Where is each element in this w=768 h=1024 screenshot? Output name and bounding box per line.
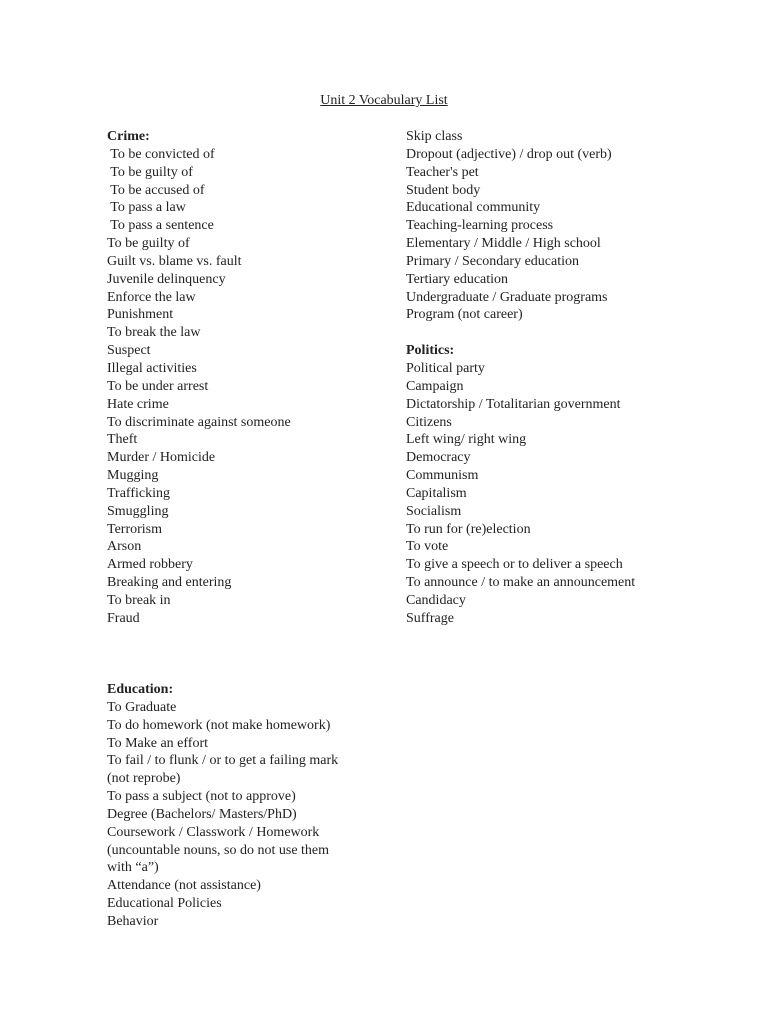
crime-term: Smuggling xyxy=(107,503,169,519)
crime-term: Punishment xyxy=(107,307,174,323)
crime-heading: Crime: xyxy=(107,129,150,144)
education-term: with “a”) xyxy=(107,860,159,876)
education-term: Coursework / Classwork / Homework xyxy=(107,824,320,840)
crime-term: Theft xyxy=(107,432,138,448)
education-term: Attendance (not assistance) xyxy=(107,878,261,894)
crime-term: Fraud xyxy=(107,610,140,626)
education-term: Primary / Secondary education xyxy=(406,253,580,269)
crime-section xyxy=(107,128,397,628)
politics-list xyxy=(406,360,746,628)
crime-term: To be guilty of xyxy=(107,164,193,180)
crime-list xyxy=(107,146,397,628)
crime-term: Trafficking xyxy=(107,485,170,501)
crime-term: Juvenile delinquency xyxy=(107,271,226,287)
education-list xyxy=(107,699,397,931)
education-term: Dropout (adjective) / drop out (verb) xyxy=(406,146,612,162)
crime-term: To pass a law xyxy=(107,200,186,216)
education-term: Degree (Bachelors/ Masters/PhD) xyxy=(107,806,297,822)
education-term: Elementary / Middle / High school xyxy=(406,236,601,252)
education-term: Undergraduate / Graduate programs xyxy=(406,289,608,305)
politics-term: Dictatorship / Totalitarian government xyxy=(406,396,621,412)
politics-heading: Politics: xyxy=(406,343,455,359)
section-gap xyxy=(406,324,746,342)
crime-term: To be guilty of xyxy=(107,236,190,252)
crime-term: To break the law xyxy=(107,325,201,341)
education-term: Tertiary education xyxy=(406,271,509,287)
education-term: To pass a subject (not to approve) xyxy=(107,789,296,805)
politics-term: Campaign xyxy=(406,378,464,394)
politics-term: Socialism xyxy=(406,503,462,519)
education-term: To fail / to flunk / or to get a failing mark xyxy=(107,753,339,769)
politics-term: Capitalism xyxy=(406,485,467,501)
crime-term: Arson xyxy=(107,539,142,555)
politics-term: Citizens xyxy=(406,414,452,430)
crime-term: Breaking and entering xyxy=(107,575,232,591)
education-heading: Education: xyxy=(107,682,174,697)
education-term: Educational community xyxy=(406,200,541,216)
politics-term: Communism xyxy=(406,468,479,484)
crime-term: To pass a sentence xyxy=(107,218,214,234)
education-term: (not reprobe) xyxy=(107,771,181,787)
politics-term: Candidacy xyxy=(406,592,466,608)
crime-term: Armed robbery xyxy=(107,557,193,573)
crime-term: Terrorism xyxy=(107,521,163,537)
right-column xyxy=(406,128,746,628)
crime-term: To be accused of xyxy=(107,182,205,198)
politics-term: Suffrage xyxy=(406,610,454,626)
politics-term: To give a speech or to deliver a speech xyxy=(406,557,623,573)
education-term: Skip class xyxy=(406,129,463,144)
education-term: Program (not career) xyxy=(406,307,523,323)
education-section xyxy=(107,681,397,931)
crime-term: Illegal activities xyxy=(107,360,197,376)
education-term: Behavior xyxy=(107,913,159,929)
politics-term: To announce / to make an announcement xyxy=(406,575,636,591)
education-term: (uncountable nouns, so do not use them xyxy=(107,842,330,858)
crime-term: Guilt vs. blame vs. fault xyxy=(107,253,242,269)
crime-term: Murder / Homicide xyxy=(107,450,216,466)
education-term: Student body xyxy=(406,182,481,198)
education-term: To Make an effort xyxy=(107,735,209,751)
politics-term: Left wing/ right wing xyxy=(406,432,527,448)
education-continued-list xyxy=(406,128,746,324)
education-term: Educational Policies xyxy=(107,896,222,912)
page-title: Unit 2 Vocabulary List xyxy=(320,93,448,108)
education-term: Teacher's pet xyxy=(406,164,479,180)
crime-term: Hate crime xyxy=(107,396,169,412)
education-term: To Graduate xyxy=(107,699,177,715)
politics-term: To vote xyxy=(406,539,449,555)
politics-term: To run for (re)election xyxy=(406,521,531,537)
education-term: Teaching-learning process xyxy=(406,218,554,234)
politics-term: Democracy xyxy=(406,450,471,466)
education-term: To do homework (not make homework) xyxy=(107,717,331,733)
crime-term: Enforce the law xyxy=(107,289,196,305)
crime-term: Suspect xyxy=(107,343,151,359)
crime-term: To discriminate against someone xyxy=(107,414,291,430)
crime-term: To be convicted of xyxy=(107,146,215,162)
crime-term: To break in xyxy=(107,592,171,608)
politics-term: Political party xyxy=(406,360,485,376)
crime-term: To be under arrest xyxy=(107,378,209,394)
crime-term: Mugging xyxy=(107,468,159,484)
